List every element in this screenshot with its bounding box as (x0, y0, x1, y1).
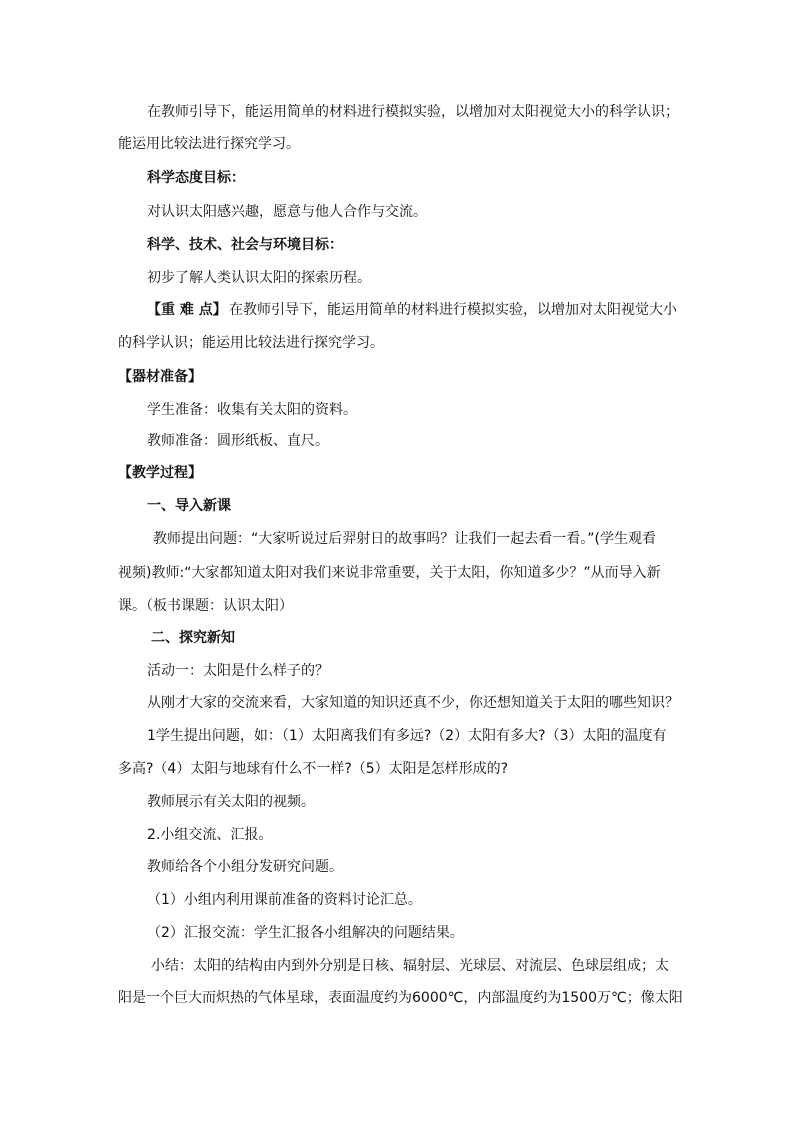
paragraph-line-13: 从刚才大家的交流来看，大家知道的知识还真不少，你还想知道关于太阳的哪些知识？ (147, 695, 679, 711)
paragraph-line-11: 课。（板书课题：认识太阳） (118, 598, 293, 614)
paragraph-line-2: 能运用比较法进行探究学习。 (118, 136, 300, 152)
paragraph-line-8: 教师准备：圆形纸板、直尺。 (147, 433, 329, 449)
paragraph-line-22: 阳是一个巨大而炽热的气体星球，表面温度约为6000℃，内部温度约为1500万℃；像太阳 (118, 990, 683, 1006)
paragraph-line-14: 1学生提出问题，如：（1）太阳离我们有多远?（2）太阳有多大?（3）太阳的温度有 (147, 728, 667, 744)
paragraph-line-16: 教师展示有关太阳的视频。 (147, 794, 315, 810)
paragraph-line-1: 在教师引导下，能运用简单的材料进行模拟实验，以增加对太阳视觉大小的科学认识； (147, 104, 679, 120)
paragraph-line-17: 2.小组交流、汇报。 (147, 827, 273, 843)
paragraph-line-10: 视频)教师:“大家都知道太阳对我们来说非常重要，关于太阳，你知道多少？”从而导入新 (118, 565, 661, 581)
paragraph-line-3: 对认识太阳感兴趣，愿意与他人合作与交流。 (147, 204, 427, 220)
paragraph-line-7: 学生准备：收集有关太阳的资料。 (147, 402, 357, 418)
heading-process: 【教学过程】 (118, 465, 202, 481)
heading-science-attitude: 科学态度目标： (147, 170, 245, 186)
paragraph-line-12: 活动一：太阳是什么样子的？ (147, 663, 329, 679)
paragraph-line-6: 的科学认识；能运用比较法进行探究学习。 (118, 335, 384, 351)
paragraph-line-4: 初步了解人类认识太阳的探索历程。 (147, 270, 371, 286)
paragraph-line-21: 小结：太阳的结构由内到外分别是日核、辐射层、光球层、对流层、色球层组成；太 (151, 958, 669, 974)
heading-equipment: 【器材准备】 (118, 369, 202, 385)
paragraph-line-19: （1）小组内利用课前准备的资料讨论汇总。 (147, 892, 422, 908)
key-point-label: 【重 难 点】 (147, 302, 227, 318)
paragraph-line-18: 教师给各个小组分发研究问题。 (147, 859, 343, 875)
paragraph-line-5: 在教师引导下，能运用简单的材料进行模拟实验，以增加对太阳视觉大小 (229, 302, 677, 318)
paragraph-line-9: 教师提出问题：“大家听说过后羿射日的故事吗？让我们一起去看一看。”(学生观看 (153, 531, 656, 547)
heading-explore: 二、探究新知 (151, 630, 235, 646)
paragraph-line-15: 多高?（4）太阳与地球有什么不一样?（5）太阳是怎样形成的? (118, 761, 509, 777)
heading-intro: 一、导入新课 (147, 498, 231, 514)
paragraph-line-20: （2）汇报交流：学生汇报各小组解决的问题结果。 (147, 925, 464, 941)
heading-sts-goal: 科学、技术、社会与环境目标： (147, 237, 343, 253)
